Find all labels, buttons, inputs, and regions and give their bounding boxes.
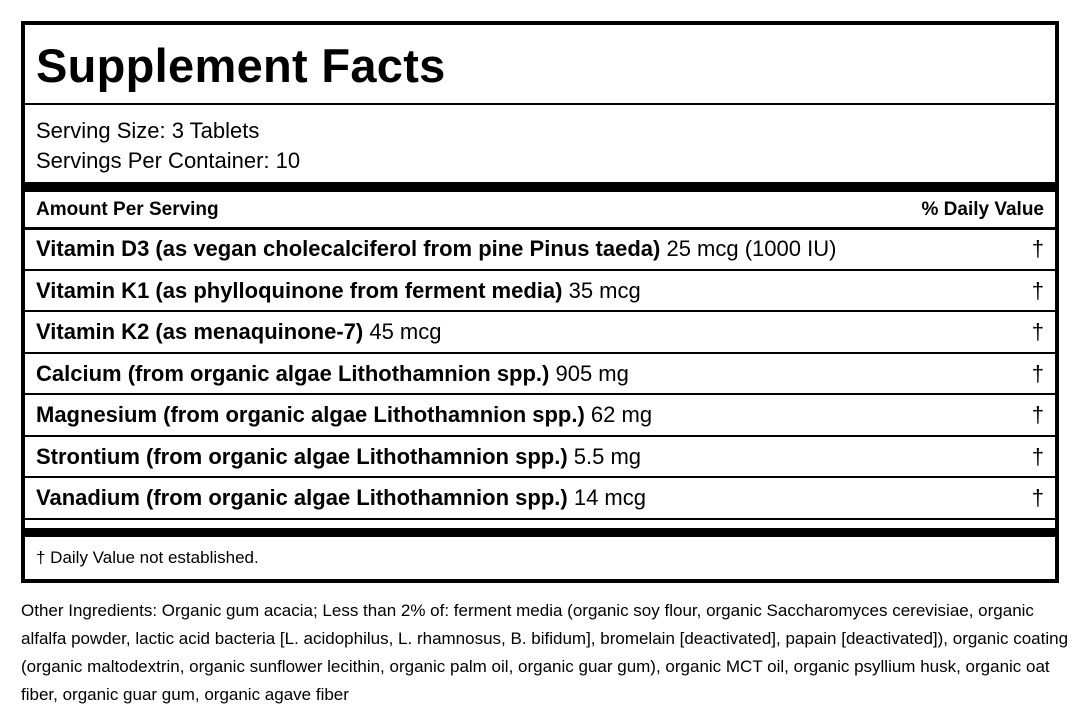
amount-per-serving-label: Amount Per Serving <box>36 199 219 220</box>
nutrient-amount: 5.5 mg <box>573 444 642 469</box>
nutrient-name: Vanadium (from organic algae Lithothamnion spp.) <box>36 485 574 510</box>
nutrient-amount: 35 mcg <box>568 278 641 303</box>
amount-per-serving-header <box>36 200 1044 219</box>
nutrient-row <box>36 319 1044 345</box>
row-divider <box>25 269 1055 271</box>
nutrient-row <box>36 361 1044 387</box>
nutrient-name: Vitamin D3 (as vegan cholecalciferol from pine Pinus taeda) <box>36 236 667 261</box>
nutrient-daily-value: † <box>1031 361 1044 386</box>
nutrient-row <box>36 485 1044 511</box>
row-divider <box>25 476 1055 478</box>
row-divider <box>25 310 1055 312</box>
nutrient-row <box>36 278 1044 304</box>
nutrient-row <box>36 402 1044 428</box>
serving-size: Serving Size: 3 Tablets <box>36 118 260 143</box>
nutrient-amount: 62 mg <box>590 402 653 427</box>
nutrient-amount: 14 mcg <box>573 485 646 510</box>
nutrient-daily-value: † <box>1031 402 1044 427</box>
nutrient-daily-value: † <box>1031 485 1044 510</box>
supplement-facts-panel <box>21 21 1059 583</box>
row-divider <box>25 435 1055 437</box>
thick-divider-top <box>25 182 1055 192</box>
thick-divider-bottom <box>25 528 1055 537</box>
header-divider <box>25 227 1055 230</box>
nutrient-daily-value: † <box>1031 319 1044 344</box>
nutrient-daily-value: † <box>1031 236 1044 261</box>
other-ingredients: Other Ingredients: Organic gum acacia; Less than 2% of: ferment media (organic soy flour, organic Saccharomyces cerevisiae, organic alfalfa powder, lactic acid bacteria [L. acidophilus, L. rhamnosus, B. bifidum], bromelain [deactivated], papain [deactivated]), organic coating (organic maltodextrin, organic sunflower lecithin, organic palm oil, organic guar gum), organic MCT oil, organic psyllium husk, organic oat fiber, organic guar gum, organic agave fiber <box>21 601 1069 704</box>
nutrient-name: Calcium (from organic algae Lithothamnion spp.) <box>36 361 556 386</box>
nutrient-row <box>36 444 1044 470</box>
nutrient-name: Vitamin K1 (as phylloquinone from ferment media) <box>36 278 569 303</box>
nutrient-daily-value: † <box>1031 278 1044 303</box>
nutrient-name: Vitamin K2 (as menaquinone-7) <box>36 319 370 344</box>
row-divider <box>25 518 1055 520</box>
title-divider <box>25 103 1055 105</box>
daily-value-footnote: † Daily Value not established. <box>36 548 259 567</box>
row-divider <box>25 352 1055 354</box>
nutrient-name: Magnesium (from organic algae Lithothamnion spp.) <box>36 402 591 427</box>
nutrient-amount: 45 mcg <box>369 319 442 344</box>
nutrient-amount: 25 mcg (1000 IU) <box>666 236 837 261</box>
row-divider <box>25 393 1055 395</box>
servings-per-container: Servings Per Container: 10 <box>36 148 301 173</box>
nutrient-name: Strontium (from organic algae Lithothamnion spp.) <box>36 444 574 469</box>
nutrient-amount: 905 mg <box>555 361 629 386</box>
nutrient-daily-value: † <box>1031 444 1044 469</box>
daily-value-label: % Daily Value <box>921 199 1044 220</box>
nutrient-row <box>36 236 1044 262</box>
panel-title: Supplement Facts <box>36 39 446 92</box>
